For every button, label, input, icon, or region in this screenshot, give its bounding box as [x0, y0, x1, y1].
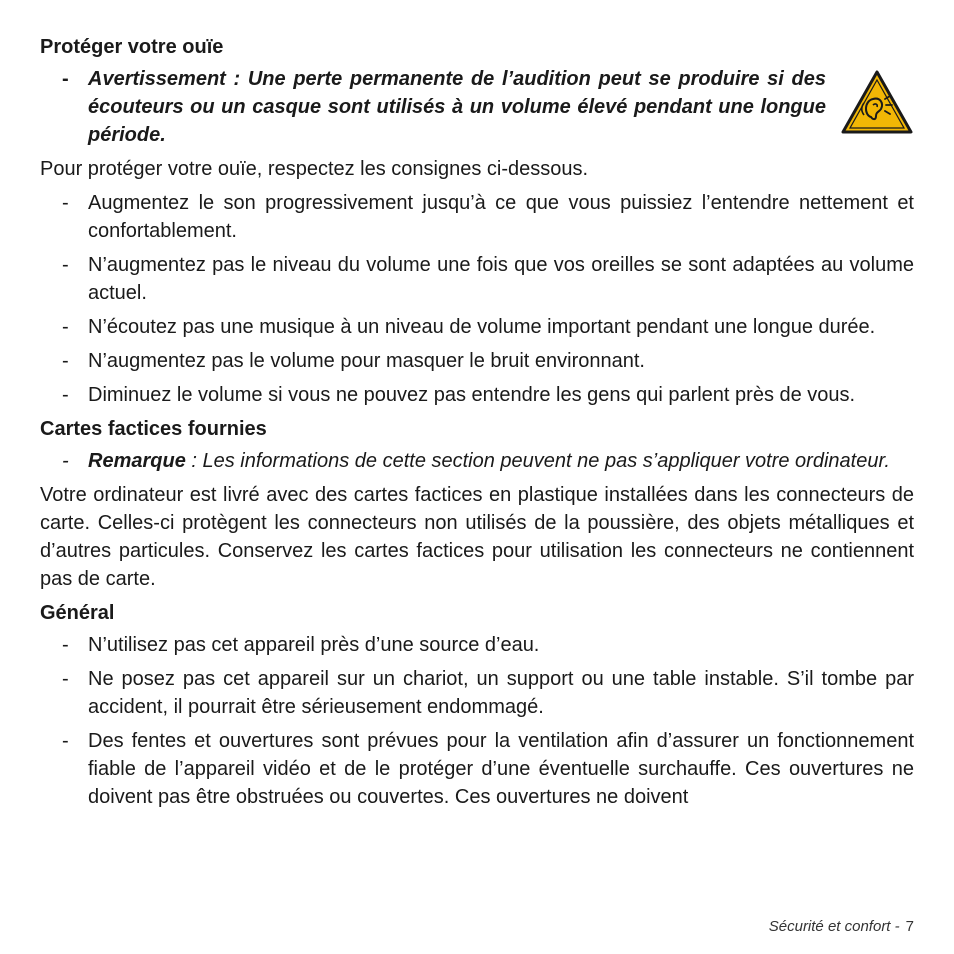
- list-item: - N’utilisez pas cet appareil près d’une source d’eau.: [40, 631, 914, 659]
- list-dash: -: [62, 730, 69, 752]
- hearing-list: [40, 189, 914, 409]
- list-dash: -: [62, 254, 69, 276]
- page-number: 7: [905, 918, 914, 935]
- list-item: - N’augmentez pas le niveau du volume une fois que vos oreilles se sont adaptées au volume actuel.: [40, 251, 914, 307]
- note-label: Remarque: [88, 450, 186, 472]
- list-dash: -: [62, 668, 69, 690]
- list-item: - Ne posez pas cet appareil sur un chariot, un support ou une table instable. S’il tombe par accident, il pourrait être sérieusement endommagé.: [40, 665, 914, 721]
- section-heading-general: Général: [40, 602, 115, 624]
- list-item: - Augmentez le son progressivement jusqu’à ce que vous puissiez l’entendre nettement et confortablement.: [40, 189, 914, 245]
- list-item: - Diminuez le volume si vous ne pouvez pas entendre les gens qui parlent près de vous.: [40, 381, 914, 409]
- section-heading-dummy-cards: Cartes factices fournies: [40, 418, 267, 440]
- list-item: - N’écoutez pas une musique à un niveau de volume important pendant une longue durée.: [40, 313, 914, 341]
- section-heading-hearing: Protéger votre ouïe: [40, 36, 224, 58]
- warning-item: [40, 65, 914, 149]
- general-list: [40, 631, 914, 811]
- hearing-warning-icon: [840, 69, 914, 135]
- footer-label: Sécurité et confort -: [768, 918, 900, 935]
- note-item: [40, 447, 914, 475]
- list-item: - N’augmentez pas le volume pour masquer le bruit environnant.: [40, 347, 914, 375]
- document-page: [40, 33, 914, 817]
- list-item: - Des fentes et ouvertures sont prévues pour la ventilation afin d’assurer un fonctionnement fiable de l’appareil vidéo et de le protéger d’une éventuelle surchauffe. Ces ouvertures ne doivent pas être obstruées ou couvertes. Ces ouvertures ne doivent: [40, 727, 914, 811]
- page-footer: [769, 918, 914, 935]
- dummy-cards-body: Votre ordinateur est livré avec des cartes factices en plastique installées dans les connecteurs de carte. Celles-ci protègent les connecteurs non utilisés de la poussière, des objets métalliques et d’autres particules. Conservez les cartes factices pour utilisation les connecteurs ne contiennent pas de carte.: [40, 484, 914, 590]
- list-dash: -: [62, 450, 69, 472]
- note-text: : Les informations de cette section peuvent ne pas s’appliquer votre ordinateur.: [185, 450, 890, 472]
- hearing-intro: Pour protéger votre ouïe, respectez les consignes ci-dessous.: [40, 158, 589, 180]
- list-dash: -: [62, 192, 69, 214]
- list-dash: -: [62, 384, 69, 406]
- list-dash: -: [62, 634, 69, 656]
- list-dash: -: [62, 316, 69, 338]
- warning-text: Avertissement : Une perte permanente de l’audition peut se produire si des écouteurs ou un casque sont utilisés à un volume élevé pendant une longue période.: [88, 68, 826, 146]
- list-dash: -: [62, 350, 69, 372]
- list-dash: -: [62, 68, 69, 90]
